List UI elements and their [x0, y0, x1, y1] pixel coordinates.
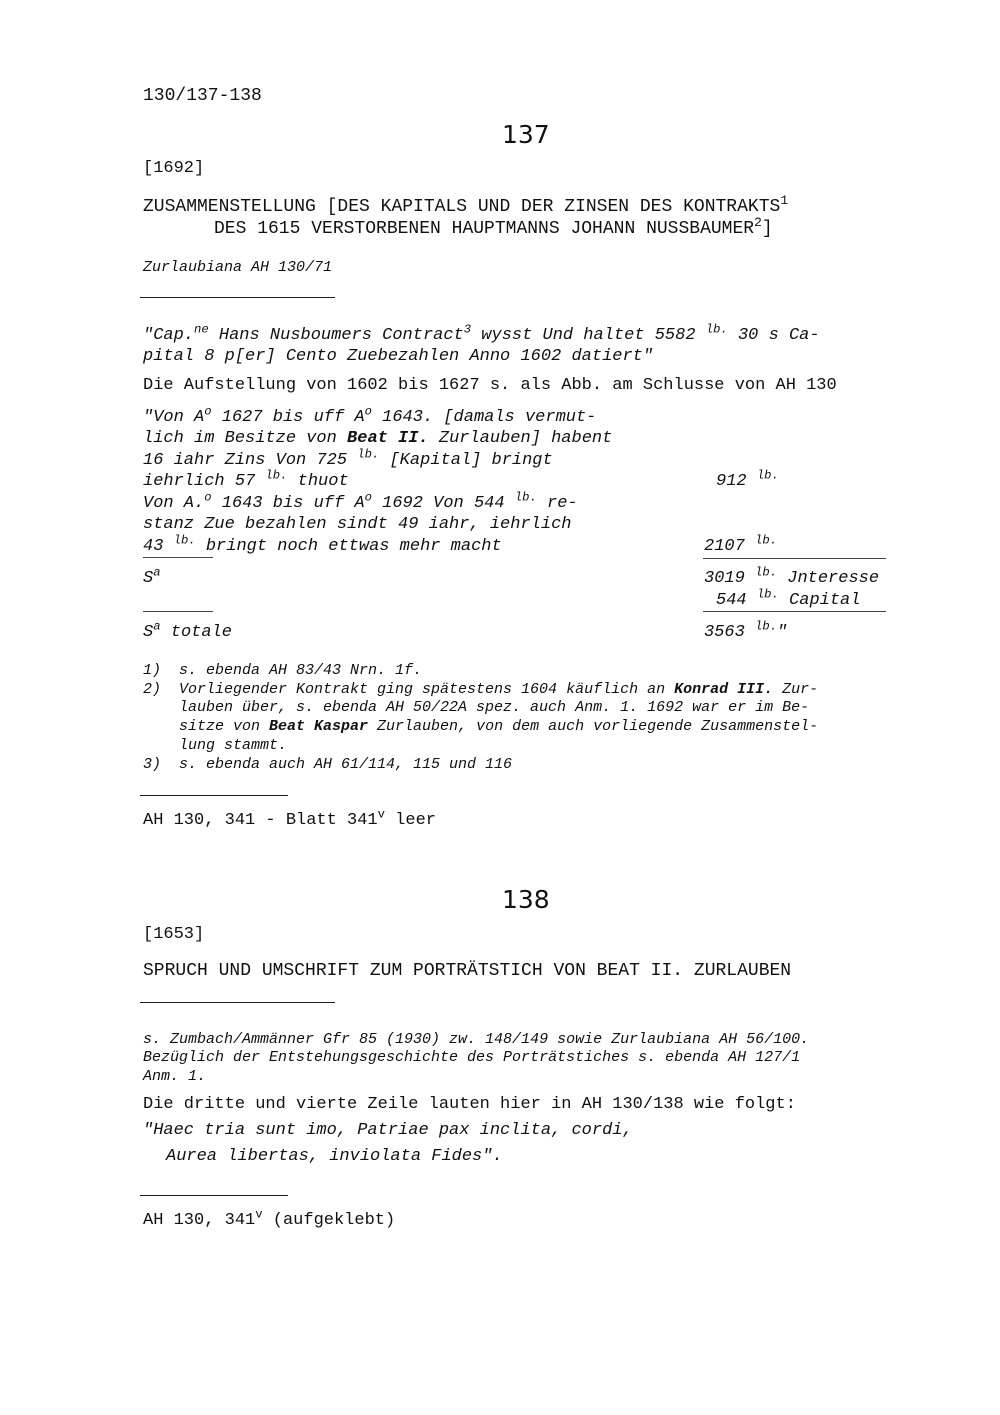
document-date: [1653] [143, 925, 205, 944]
divider [140, 1195, 288, 1196]
account-row-1: "Von $A^o$ 1627 bis uff $A^o$ 1643. [damals vermut- [143, 404, 597, 427]
footnote-3: s. ebenda auch AH 61/114, 115 und 116 [179, 756, 513, 773]
underline-sum [143, 611, 213, 612]
account-row-2: lich im Besitze von Beat II. Zurlauben] habent [143, 429, 613, 448]
total-label: $S^a$ totale [143, 619, 232, 642]
divider [140, 297, 335, 298]
amount-interest: 3019 $^{lb.}$ Jnteresse [704, 565, 880, 588]
footnote-2-line1: Vorliegender Kontrakt ging spätestens 1604 käuflich an Konrad III. Zur- [179, 681, 819, 698]
document-title: SPRUCH UND UMSCHRIFT ZUM PORTRÄTSTICH VON BEAT II. ZURLAUBEN [143, 961, 792, 981]
document-number-137: 137 [502, 120, 550, 149]
footnote-1-number: 1) [143, 662, 162, 679]
account-row-3: 16 iahr Zins Von 725 $^{lb.}$ [Kapital] bringt [143, 447, 553, 470]
amount-2107: 2107 $^{lb.}$ [704, 533, 778, 556]
document-number-138: 138 [502, 885, 550, 914]
amount-total: 3563 $^{lb.}$" [704, 619, 788, 642]
archive-locator: AH 130, 341$^v$ (aufgeklebt) [143, 1207, 396, 1230]
page-reference: 130/137-138 [143, 86, 262, 106]
document-title-line1: ZUSAMMENSTELLUNG [DES KAPITALS UND DER ZINSEN DES KONTRAKTS$^1$ [143, 192, 789, 217]
account-row-5: Von A.$^o$ 1643 bis uff $A^o$ 1692 Von 544 $^{lb.}$ re- [143, 490, 578, 513]
amount-capital: 544 $^{lb.}$ Capital [716, 587, 861, 610]
sum-label: $S^a$ [143, 565, 161, 588]
footnote-3-number: 3) [143, 756, 162, 773]
document-date: [1692] [143, 159, 205, 178]
footnote-1: s. ebenda AH 83/43 Nrn. 1f. [179, 662, 423, 679]
footnote-2-number: 2) [143, 681, 162, 698]
document-title-line2: DES 1615 VERSTORBENEN HAUPTMANNS JOHANN NUSSBAUMER$^2$] [214, 214, 773, 239]
verse-line2: Aurea libertas, inviolata Fides". [166, 1147, 503, 1166]
divider [140, 795, 288, 796]
literature-line2: Bezüglich der Entstehungsgeschichte des Porträtstiches s. ebenda AH 127/1 [143, 1049, 801, 1066]
footnote-2-line2: lauben über, s. ebenda AH 50/22A spez. auch Anm. 1. 1692 war er im Be- [179, 699, 810, 716]
account-row-4: iehrlich 57 $^{lb.}$ thuot [143, 468, 349, 491]
editorial-note: Die dritte und vierte Zeile lauten hier in AH 130/138 wie folgt: [143, 1095, 796, 1114]
editorial-note: Die Aufstellung von 1602 bis 1627 s. als Abb. am Schlusse von AH 130 [143, 376, 837, 395]
footnote-2-line3: sitze von Beat Kaspar Zurlauben, von dem auch vorliegende Zusammenstel- [179, 718, 819, 735]
archive-locator: AH 130, 341 - Blatt 341$^v$ leer [143, 807, 436, 830]
underline-43 [143, 557, 213, 558]
source-citation: Zurlaubiana AH 130/71 [143, 259, 333, 276]
literature-line1: s. Zumbach/Ammänner Gfr 85 (1930) zw. 148/149 sowie Zurlaubiana AH 56/100. [143, 1031, 810, 1048]
verse-line1: "Haec tria sunt imo, Patriae pax inclita, cordi, [143, 1121, 633, 1140]
total-rule [703, 611, 886, 612]
quote-line2: pital 8 p[er] Cento Zuebezahlen Anno 1602 datiert" [143, 347, 654, 366]
divider [140, 1002, 335, 1003]
footnote-2-line4: lung stammt. [179, 737, 288, 754]
account-row-7: 43 $^{lb.}$ bringt noch ettwas mehr macht [143, 533, 502, 556]
sum-rule [703, 558, 886, 559]
account-row-6: stanz Zue bezahlen sindt 49 iahr, iehrlich [143, 515, 572, 534]
quote-line1: "Cap.$^{ne}$ Hans Nusboumers Contract$^3$ wysst Und haltet 5582 $^{lb.}$ 30 s Ca- [143, 322, 820, 345]
literature-line3: Anm. 1. [143, 1068, 207, 1085]
amount-912: 912 $^{lb.}$ [716, 468, 779, 491]
